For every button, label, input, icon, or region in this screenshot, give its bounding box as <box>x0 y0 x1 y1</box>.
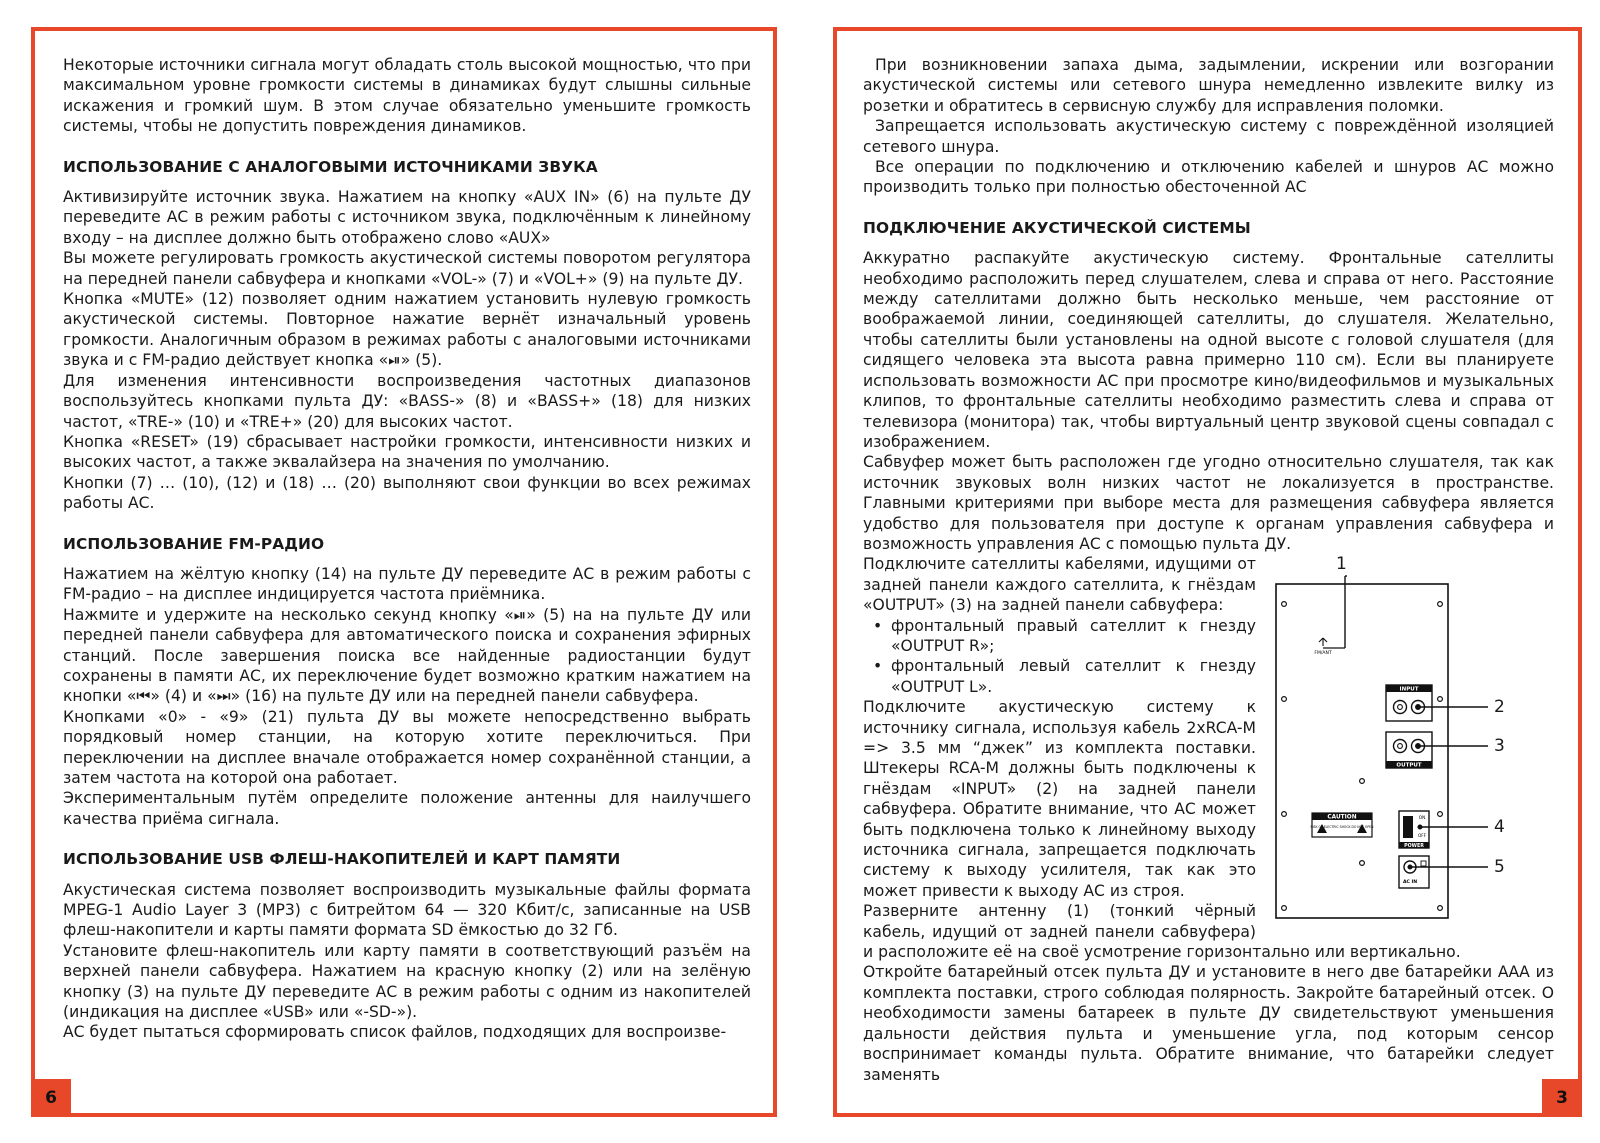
on-label: ON <box>1418 815 1426 821</box>
safety-paragraph: При возникновении запаха дыма, задымлении, искрении или возгорании акустической системы или сетевого шнура немедленно извлеките вилку из розетки и обратитесь в сервисную службу для исправления поломки. <box>863 56 1554 115</box>
paragraph: Сабвуфер может быть расположен где угодно относительно слушателя, так как источник звуковых волн низких частот не локализуется в пространстве. Главными критериями при выборе места для размещения сабвуфера является удобство для пользователя при доступе к органам управления сабвуфера и возможность управления АС с помощью пульта ДУ. <box>863 453 1554 553</box>
caution-label: CAUTION <box>1327 814 1357 821</box>
safety-paragraph: Все операции по подключению и отключению кабелей и шнуров АС можно производить только при полностью обесточенной АС <box>863 158 1554 197</box>
callout-2: 2 <box>1494 697 1505 718</box>
input-label: INPUT <box>1399 686 1419 693</box>
page-number: 3 <box>1542 1079 1582 1117</box>
paragraph: Кнопками «0» - «9» (21) пульта ДУ вы можете непосредственно выбрать порядковый номер станции, на которую хотите переключиться. При переключении на дисплее вначале отображается номер сохранённой станции, а затем частота на которой она работает. <box>63 707 751 787</box>
paragraph: Для изменения интенсивности воспроизведения частотных диапазонов воспользуйтесь кнопками пульта ДУ: «BASS-» (8) и «BASS+» (18) для низких частот, «TRE-» (10) и «TRE+» (20) для высоких частот. <box>63 371 751 431</box>
paragraph: Подключите акустическую систему к источнику сигнала, используя кабель 2xRCA-M => 3.5 мм “джек” из комплекта поставки. Штекеры RCA-M должны быть подключены к гнёздам «INPUT» (2) на задней панели сабвуфера. Обратите внимание, что АС может быть подключена только к линейному выходу источника сигнала, запрещается подключать систему к выходу усилителя, так как это может привести к выходу АС из строя. <box>863 698 1256 900</box>
paragraph: Активизируйте источник звука. Нажатием на кнопку «AUX IN» (6) на пульте ДУ переведите АС в режим работы с источником звука, подключённым к линейному входу – на дисплее должно быть отображено слово «AUX» <box>63 188 751 247</box>
power-label: POWER <box>1404 844 1424 850</box>
paragraph: Кнопка «RESET» (19) сбрасывает настройки громкости, интенсивности низких и высоких частот, а также эквалайзера на значения по умолчанию. <box>63 432 751 472</box>
left-page-content <box>63 55 751 1043</box>
paragraph: Акустическая система позволяет воспроизводить музыкальные файлы формата MPEG-1 Audio Layer 3 (MP3) с битрейтом 64 — 320 Кбит/с, записанные на USB флеш-накопители и карты памяти формата SD ёмкостью до 32 Гб. <box>63 880 751 940</box>
intro-paragraph: Некоторые источники сигнала могут обладать столь высокой мощностью, что при максимальном уровне громкости системы в динамиках будут слышны сильные искажения и громкий шум. В этом случае обязательно уменьшите громкость системы, чтобы не допустить повреждения динамиков. <box>63 56 751 136</box>
right-page <box>833 27 1582 1117</box>
paragraph: Нажатием на жёлтую кнопку (14) на пульте ДУ переведите АС в режим работы с FM-радио – на дисплее индицируется частота приёмника. <box>63 564 751 604</box>
section-heading-analog: ИСПОЛЬЗОВАНИЕ С АНАЛОГОВЫМИ ИСТОЧНИКАМИ ЗВУКА <box>63 157 598 176</box>
paragraph: Подключите сателлиты кабелями, идущими от задней панели каждого сателлита, к гнёздам «OUTPUT» (3) на задней панели сабвуфера: <box>863 555 1256 615</box>
paragraph: Вы можете регулировать громкость акустической системы поворотом регулятора на передней панели сабвуфера и кнопками «VOL-» (7) и «VOL+» (9) на пульте ДУ. <box>63 249 751 288</box>
paragraph: Кнопка «MUTE» (12) позволяет одним нажатием установить нулевую громкость акустической системы. Повторное нажатие вернёт изначальный уровень громкости. Аналогичным образом в режимах работы с аналоговыми источниками звука и с FM-радио действует кнопка «⏯» (5). <box>63 290 751 370</box>
list-item: • фронтальный правый сателлит к гнезду «OUTPUT R»; <box>873 616 1554 657</box>
subwoofer-rear-panel-diagram <box>1270 556 1556 922</box>
output-bullet-list <box>863 616 1554 698</box>
paragraph: Нажмите и удержите на несколько секунд кнопку «⏯» (5) на на пульте ДУ или передней панели сабвуфера для автоматического поиска и сохранения эфирных станций. После завершения поиска все найденные радиостанции будут сохранены в памяти АС, их переключение будет возможно кратким нажатием на кнопки «⏮» (4) и «⏭» (16) на пульте ДУ или на передней панели сабвуфера. <box>63 605 751 706</box>
section-heading-fm: ИСПОЛЬЗОВАНИЕ FM-РАДИО <box>63 534 325 553</box>
paragraph: Кнопки (7) … (10), (12) и (18) … (20) выполняют свои функции во всех режимах работы АС. <box>63 473 751 513</box>
rear-panel-drawing <box>1270 556 1556 922</box>
list-item: • фронтальный левый сателлит к гнезду «OUTPUT L». <box>873 656 1554 697</box>
safety-paragraph: Запрещается использовать акустическую систему с повреждённой изоляцией сетевого шнура. <box>863 117 1554 156</box>
caution-sub-label: RISK OF ELECTRIC SHOCK DO NOT OPEN <box>1310 825 1374 830</box>
input-jack-l <box>1394 701 1407 714</box>
off-label: OFF <box>1417 833 1427 839</box>
output-jack-l <box>1394 740 1407 753</box>
paragraph: АС будет пытаться сформировать список файлов, подходящих для воспроизве- <box>63 1023 727 1042</box>
left-page <box>31 27 777 1117</box>
paragraph: Экспериментальным путём определите положение антенны для наилучшего качества приёма сигнала. <box>63 789 751 828</box>
paragraph: Откройте батарейный отсек пульта ДУ и установите в него две батарейки ААА из комплекта поставки, строго соблюдая полярность. Закройте батарейный отсек. О необходимости замены батареек в пульте ДУ свидетельствуют уменьшения дальности действия пульта и уменьшение угла, под которым сенсор воспринимает команды пульта. Обратите внимание, что батарейки следует заменять <box>863 963 1554 1084</box>
section-heading-usb: ИСПОЛЬЗОВАНИЕ USB ФЛЕШ-НАКОПИТЕЛЕЙ И КАРТ ПАМЯТИ <box>63 850 621 869</box>
paragraph: Установите флеш-накопитель или карту памяти в соответствующий разъём на верхней панели сабвуфера. Нажатием на красную кнопку (2) или на зелёную кнопку (3) на пульте ДУ переведите АС в режим работы с одним из накопителей (индикация на дисплее «USB» или «-SD-»). <box>63 941 751 1022</box>
antenna-label: FM/ANT <box>1314 651 1332 657</box>
callout-1: 1 <box>1336 554 1347 575</box>
right-page-content <box>863 55 1554 1085</box>
paragraph: Аккуратно распакуйте акустическую систему. Фронтальные сателлиты необходимо расположить перед слушателем, слева и справа от него. Расстояние между сателлитами должно быть несколько меньше, чем расстояние от воображаемой линии, соединяющей сателлиты, до слушателя. Желательно, чтобы сателлиты были установлены на одной высоте с головой слушателя (для сидящего человека эта высота равна примерно 110 см). Если вы планируете использовать возможности АС при просмотре кино/видеофильмов и музыкальных клипов, то фронтальные сателлиты необходимо разместить слева и справа от телевизора (монитора) так, чтобы виртуальный центр звуковой сцены совпадал с изображением. <box>863 249 1554 451</box>
page-number: 6 <box>31 1079 71 1117</box>
ac-in-label: AC IN <box>1402 880 1418 886</box>
callout-4: 4 <box>1494 817 1505 838</box>
paragraph: Разверните антенну (1) (тонкий чёрный кабель, идущий от задней панели сабвуфера) и расположите её на своё усмотрение горизонтально или вертикально. <box>863 902 1461 962</box>
power-switch-rocker <box>1403 816 1413 838</box>
section-heading-connection: ПОДКЛЮЧЕНИЕ АКУСТИЧЕСКОЙ СИСТЕМЫ <box>863 218 1251 237</box>
output-label: OUTPUT <box>1396 762 1422 769</box>
callout-5: 5 <box>1494 857 1505 878</box>
callout-3: 3 <box>1494 736 1505 757</box>
